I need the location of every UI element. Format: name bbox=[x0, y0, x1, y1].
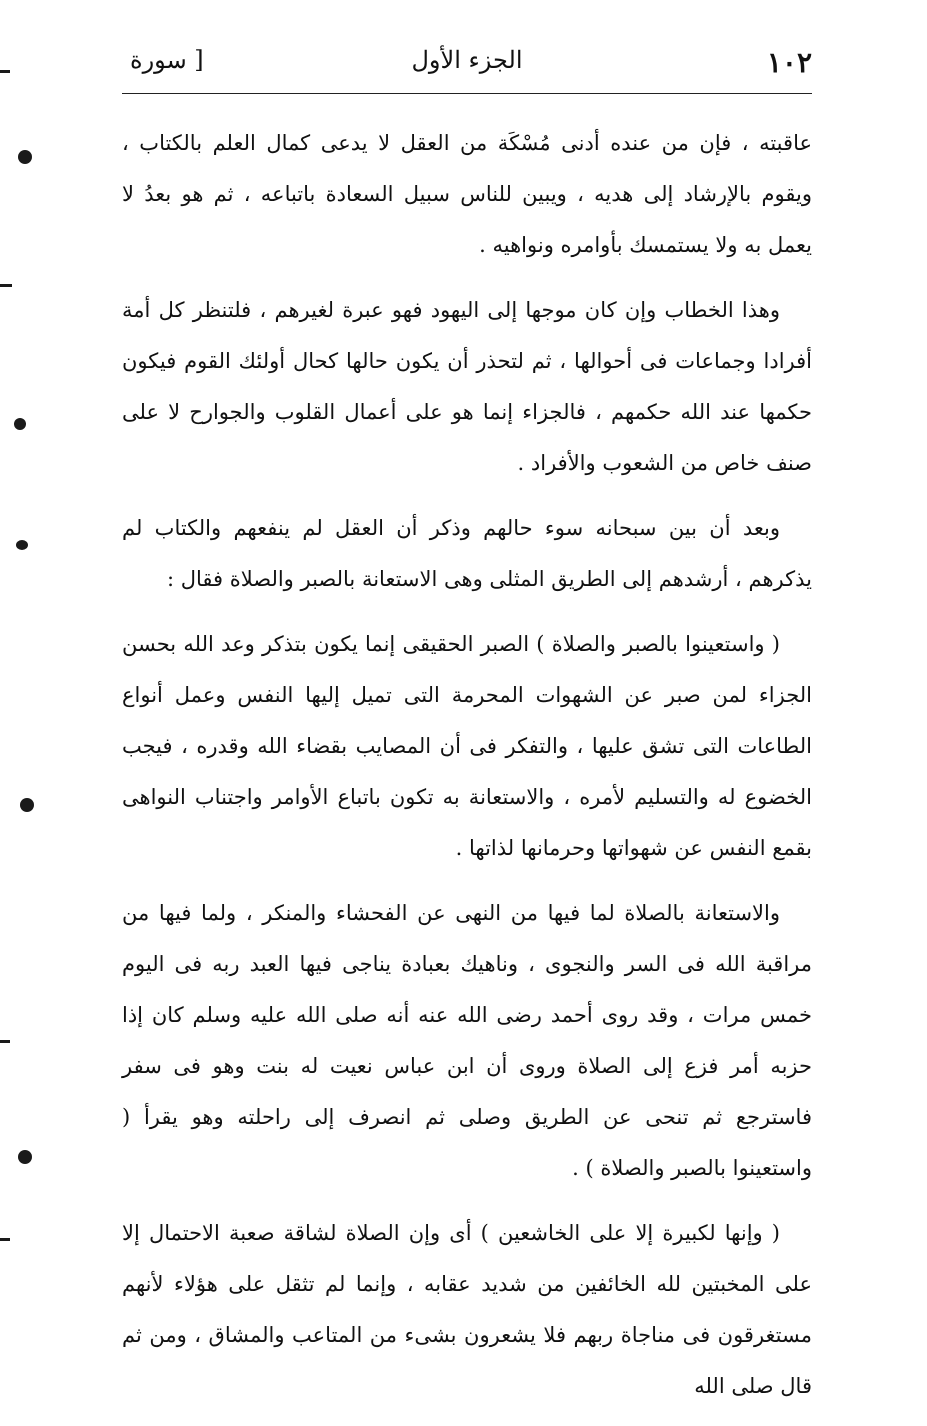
scan-dash bbox=[0, 1238, 10, 1241]
surah-label: [ سورة bbox=[130, 46, 204, 74]
paragraph-1: عاقبته ، فإن من عنده أدنى مُسْكَة من العقل لا يدعى كمال العلم بالكتاب ، ويقوم بالإرشاد إلى هديه ، ويبين للناس سبيل السعادة باتباعه ، ثم هو بعدُ لا يعمل به ولا يستمسك بأوامره ونواهيه . bbox=[122, 131, 812, 257]
scan-speck bbox=[14, 418, 26, 430]
header-divider bbox=[122, 93, 812, 94]
scan-dash bbox=[0, 70, 10, 73]
scan-dash bbox=[0, 1040, 10, 1043]
body-text bbox=[122, 118, 812, 1426]
paragraph-6: ( وإنها لكبيرة إلا على الخاشعين ) أى وإن الصلاة لشاقة صعبة الاحتمال إلا على المخبتين لله الخائفين من شديد عقابه ، وإنما لم تثقل على هؤلاء لأنهم مستغرقون فى مناجاة ربهم فلا يشعرون بشىء من المتاعب والمشاق ، ومن ثم قال صلى الله bbox=[122, 1221, 812, 1398]
scan-speck bbox=[20, 798, 34, 812]
scan-speck bbox=[16, 540, 28, 550]
page-number: ١٠٢ bbox=[766, 46, 812, 79]
running-title: الجزء الأول bbox=[411, 46, 523, 74]
paragraph-3: وبعد أن بين سبحانه سوء حالهم وذكر أن العقل لم ينفعهم والكتاب لم يذكرهم ، أرشدهم إلى الطريق المثلى وهى الاستعانة بالصبر والصلاة فقال : bbox=[122, 516, 812, 591]
scan-speck bbox=[18, 150, 32, 164]
page-header bbox=[122, 40, 812, 90]
paragraph-5: والاستعانة بالصلاة لما فيها من النهى عن الفحشاء والمنكر ، ولما فيها من مراقبة الله فى السر والنجوى ، وناهيك بعبادة يناجى فيها العبد ربه فى اليوم خمس مرات ، وقد روى أحمد رضى الله عنه أنه صلى الله عليه وسلم كان إذا حزبه أمر فزع إلى الصلاة وروى أن ابن عباس نعيت له بنت وهو فى سفر فاسترجع ثم تنحى عن الطريق وصلى ثم انصرف إلى راحلته وهو يقرأ ( واستعينوا بالصبر والصلاة ) . bbox=[122, 901, 812, 1180]
scan-speck bbox=[18, 1150, 32, 1164]
scan-dash bbox=[0, 284, 12, 287]
paragraph-2: وهذا الخطاب وإن كان موجها إلى اليهود فهو عبرة لغيرهم ، فلتنظر كل أمة أفرادا وجماعات فى أحوالها ، ثم لتحذر أن يكون حالها كحال أولئك القوم فيكون حكمها عند الله حكمهم ، فالجزاء إنما هو على أعمال القلوب والجوارح لا على صنف خاص من الشعوب والأفراد . bbox=[122, 298, 812, 475]
paragraph-4: ( واستعينوا بالصبر والصلاة ) الصبر الحقيقى إنما يكون بتذكر وعد الله بحسن الجزاء لمن صبر عن الشهوات المحرمة التى تميل إليها النفس وعمل أنواع الطاعات التى تشق عليها ، والتفكر فى أن المصايب بقضاء الله وقدره ، فيجب الخضوع له والتسليم لأمره ، والاستعانة به تكون باتباع الأوامر واجتناب النواهى بقمع النفس عن شهواتها وحرمانها لذاتها . bbox=[122, 632, 812, 860]
